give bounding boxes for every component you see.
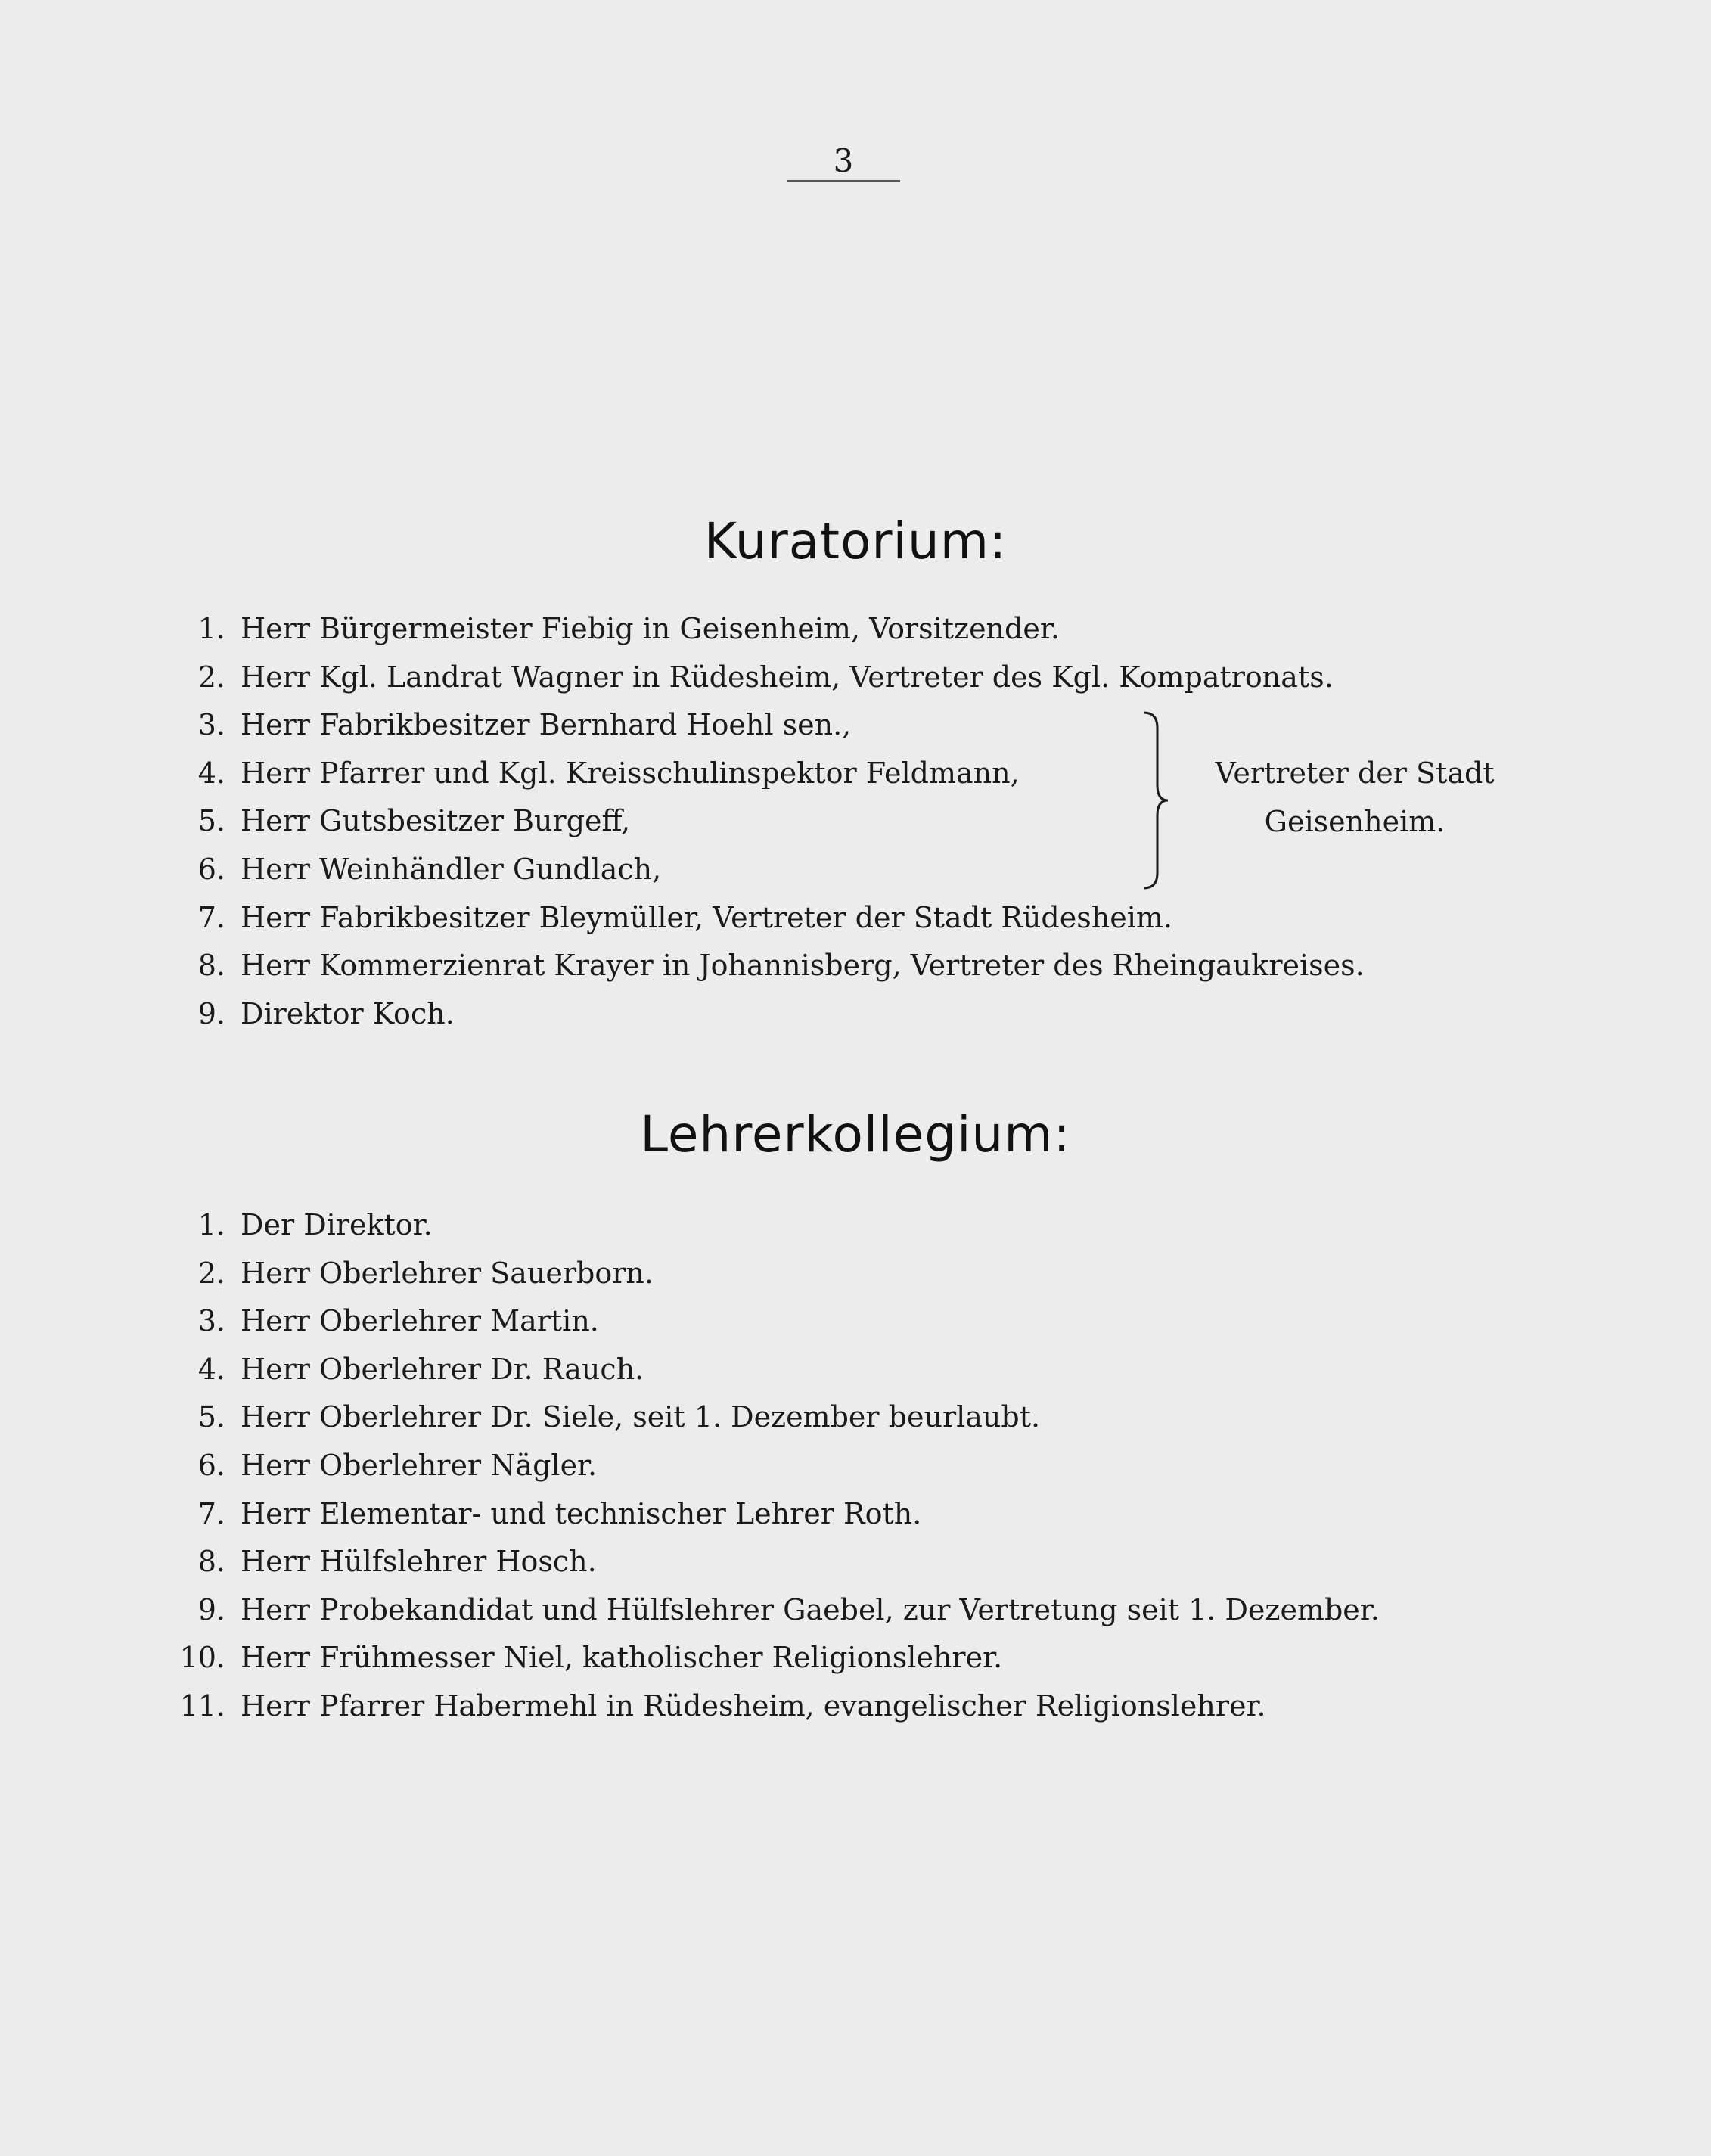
list-item (0, 1490, 1711, 1539)
item-number: 10. (179, 1641, 225, 1675)
item-number: 8. (197, 949, 225, 983)
item-text: Herr Weinhändler Gundlach, (241, 852, 662, 886)
item-text: Herr Pfarrer und Kgl. Kreisschulinspektor Feldmann, (241, 756, 1020, 790)
item-text: Herr Frühmesser Niel, katholischer Religionslehrer. (241, 1641, 1003, 1675)
item-text: Herr Pfarrer Habermehl in Rüdesheim, evangelischer Religionslehrer. (241, 1688, 1266, 1723)
page-number: 3 (787, 142, 900, 182)
item-text: Herr Elementar- und technischer Lehrer Roth. (241, 1496, 922, 1530)
item-text: Herr Fabrikbesitzer Bernhard Hoehl sen., (241, 708, 852, 742)
item-number: 2. (197, 660, 225, 694)
item-text: Herr Oberlehrer Sauerborn. (241, 1256, 654, 1290)
item-number: 7. (197, 900, 225, 934)
item-text: Direktor Koch. (241, 996, 455, 1030)
list-item (0, 1393, 1711, 1442)
item-number: 3. (197, 708, 225, 742)
list-item (0, 1442, 1711, 1490)
list-item (0, 1538, 1711, 1586)
group-label-line: Vertreter der Stadt (1215, 756, 1495, 790)
item-number: 11. (179, 1688, 225, 1723)
list-item (0, 1682, 1711, 1731)
item-text: Herr Bürgermeister Fiebig in Geisenheim, Vorsitzender. (241, 612, 1060, 645)
curly-brace-icon (1141, 710, 1171, 891)
list-item (0, 701, 1711, 750)
group-label (1185, 749, 1525, 846)
item-number: 1. (197, 612, 225, 645)
item-text: Der Direktor. (241, 1208, 433, 1241)
group-label-line: Geisenheim. (1264, 805, 1446, 838)
item-text: Herr Oberlehrer Dr. Siele, seit 1. Dezember beurlaubt. (241, 1400, 1041, 1434)
item-number: 4. (197, 756, 225, 790)
item-number: 1. (197, 1208, 225, 1241)
item-text: Herr Kgl. Landrat Wagner in Rüdesheim, Vertreter des Kgl. Kompatronats. (241, 660, 1334, 694)
item-text: Herr Hülfslehrer Hosch. (241, 1545, 597, 1579)
list-item (0, 942, 1711, 990)
list-item (0, 1297, 1711, 1346)
list-item (0, 605, 1711, 654)
item-number: 5. (197, 804, 225, 838)
item-text: Herr Oberlehrer Martin. (241, 1304, 599, 1338)
kuratorium-heading: Kuratorium: (703, 512, 1008, 570)
item-text: Herr Probekandidat und Hülfslehrer Gaebel, zur Vertretung seit 1. Dezember. (241, 1592, 1380, 1626)
item-text: Herr Gutsbesitzer Burgeff, (241, 804, 631, 838)
list-item (0, 990, 1711, 1039)
item-text: Herr Oberlehrer Nägler. (241, 1448, 598, 1482)
item-number: 3. (197, 1304, 225, 1338)
list-item (0, 846, 1711, 894)
item-number: 7. (197, 1496, 225, 1530)
item-number: 9. (197, 996, 225, 1030)
item-number: 6. (197, 1448, 225, 1482)
item-number: 9. (197, 1592, 225, 1626)
list-item (0, 1634, 1711, 1682)
item-text: Herr Oberlehrer Dr. Rauch. (241, 1352, 644, 1386)
item-number: 4. (197, 1352, 225, 1386)
item-number: 8. (197, 1545, 225, 1579)
lehrerkollegium-list (0, 1201, 1711, 1731)
list-item (0, 1250, 1711, 1298)
list-item (0, 654, 1711, 702)
list-item (0, 1586, 1711, 1635)
item-text: Herr Fabrikbesitzer Bleymüller, Vertreter der Stadt Rüdesheim. (241, 900, 1172, 934)
item-number: 5. (197, 1400, 225, 1434)
item-number: 2. (197, 1256, 225, 1290)
list-item (0, 894, 1711, 943)
list-item (0, 1346, 1711, 1394)
item-number: 6. (197, 852, 225, 886)
lehrerkollegium-heading: Lehrerkollegium: (640, 1105, 1071, 1163)
list-item (0, 1201, 1711, 1250)
item-text: Herr Kommerzienrat Krayer in Johannisberg, Vertreter des Rheingaukreises. (241, 949, 1365, 983)
